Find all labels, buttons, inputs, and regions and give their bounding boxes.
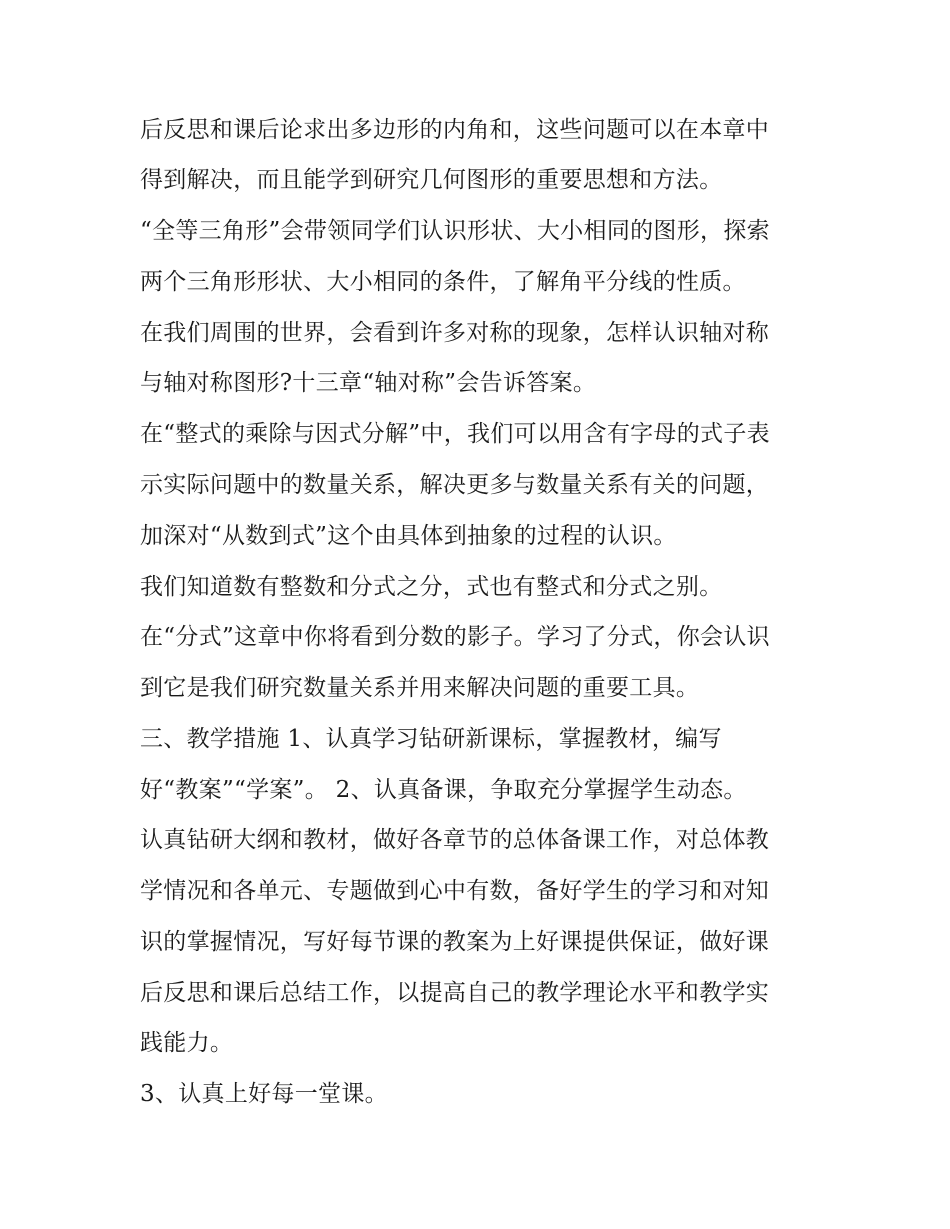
text-line: 在“整式的乘除与因式分解”中，我们可以用含有字母的式子表	[140, 421, 770, 447]
text-line: 识的掌握情况，写好每节课的教案为上好课提供保证，做好课	[140, 929, 770, 955]
text-line: 在“分式”这章中你将看到分数的影子。学习了分式，你会认识	[140, 624, 770, 650]
text-line: 示实际问题中的数量关系，解决更多与数量关系有关的问题，	[140, 472, 770, 498]
text-line: 认真钻研大纲和教材，做好各章节的总体备课工作，对总体教	[140, 827, 770, 853]
text-line: 3、认真上好每一堂课。	[140, 1081, 388, 1107]
text-line: 两个三角形形状、大小相同的条件，了解角平分线的性质。	[140, 269, 746, 295]
text-line: 后反思和课后总结工作，以提高自己的教学理论水平和教学实	[140, 980, 770, 1006]
text-line: 在我们周围的世界，会看到许多对称的现象，怎样认识轴对称	[140, 320, 770, 346]
text-line: 我们知道数有整数和分式之分，式也有整式和分式之别。	[140, 574, 723, 600]
text-line: 好“教案”“学案”。 2、认真备课，争取充分掌握学生动态。	[140, 777, 747, 803]
text-line: 践能力。	[140, 1030, 234, 1056]
text-line: “全等三角形”会带领同学们认识形状、大小相同的图形，探索	[140, 218, 770, 244]
text-line: 三、教学措施 1、认真学习钻研新课标，掌握教材，编写	[140, 726, 722, 752]
text-line: 得到解决，而且能学到研究几何图形的重要思想和方法。	[140, 167, 723, 193]
text-line: 学情况和各单元、专题做到心中有数，备好学生的学习和对知	[140, 878, 770, 904]
text-line: 后反思和课后论求出多边形的内角和，这些问题可以在本章中	[140, 117, 770, 143]
text-line: 加深对“从数到式”这个由具体到抽象的过程的认识。	[140, 523, 677, 549]
text-line: 与轴对称图形?十三章“轴对称”会告诉答案。	[140, 370, 597, 396]
text-line: 到它是我们研究数量关系并用来解决问题的重要工具。	[140, 675, 700, 701]
